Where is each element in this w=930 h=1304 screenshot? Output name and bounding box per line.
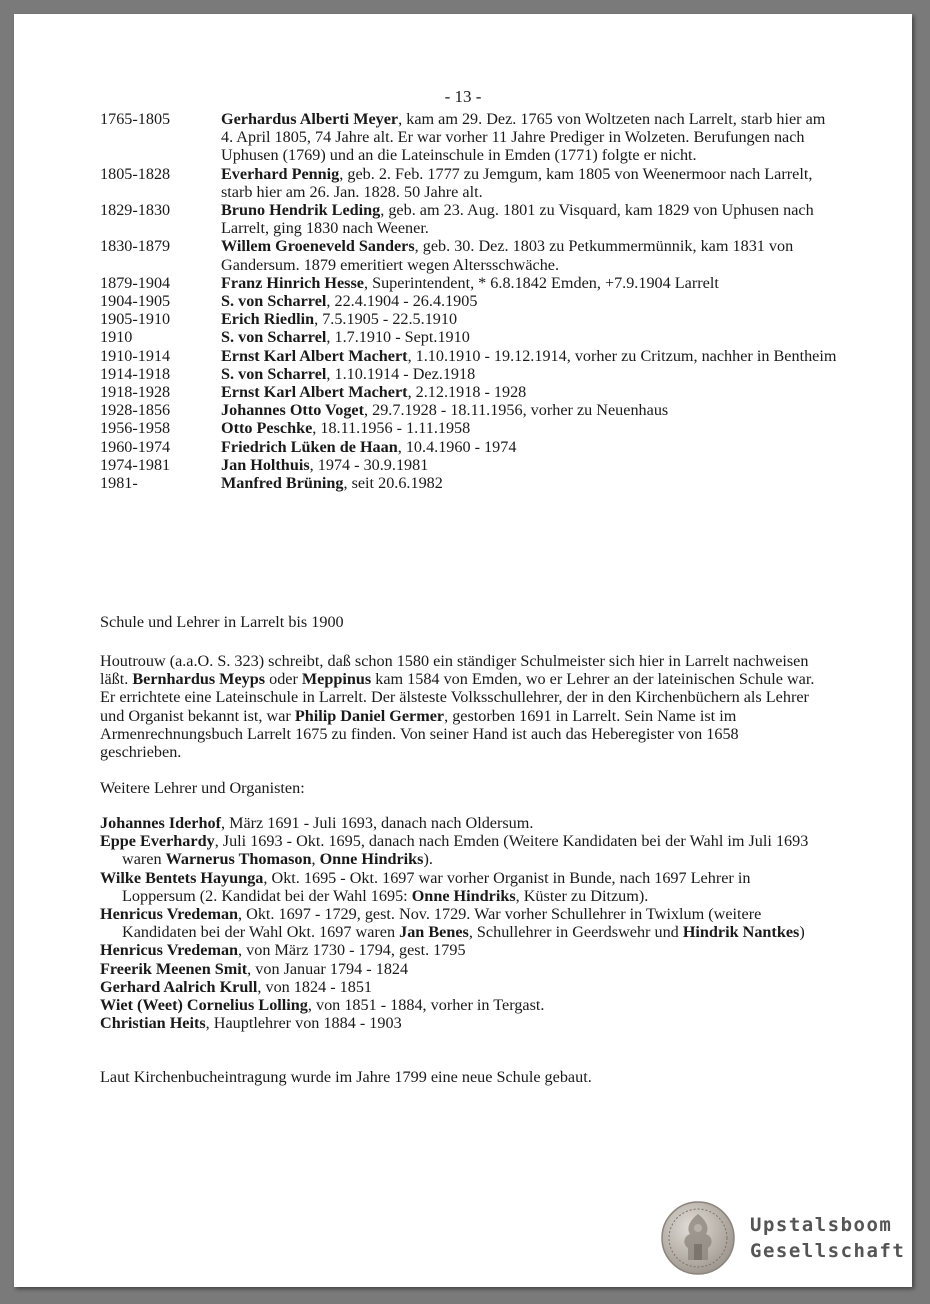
pastor-details: , seit 20.6.1982: [343, 474, 443, 493]
pastor-years: 1905-1910: [100, 310, 171, 329]
pastor-details: , 7.5.1905 - 22.5.1910: [314, 310, 458, 329]
pastor-details: , 10.4.1960 - 1974: [397, 437, 517, 456]
pastor-years: 1830-1879: [100, 237, 171, 256]
pastor-details: , Superintendent, * 6.8.1842 Emden, +7.9.1904 Larrelt: [363, 273, 719, 292]
closing-sentence: Laut Kirchenbucheintragung wurde im Jahre 1799 eine neue Schule gebaut.: [100, 1068, 592, 1086]
teacher-entry: Gerhard Aalrich Krull, von 1824 - 1851: [100, 977, 373, 996]
school-heading: Schule und Lehrer in Larrelt bis 1900: [100, 613, 344, 631]
teacher-entry: Wilke Bentets Hayunga, Okt. 1695 - Okt. 1697 war vorher Organist in Bunde, nach 1697 Lehrer in Loppersum (2. Kandidat bei der Wahl 1695: Onne Hindriks, Küster zu Ditzum).: [100, 868, 751, 905]
pastor-name: Gerhardus Alberti Meyer: [221, 110, 399, 128]
pastor-name: Erich Riedlin: [221, 310, 315, 329]
pastor-row: [100, 347, 840, 365]
pastor-details: , 1.7.1910 - Sept.1910: [326, 328, 470, 347]
pastor-row: [100, 474, 840, 492]
pastor-years: 1960-1974: [100, 437, 171, 456]
pastor-row: [100, 456, 840, 474]
pastor-row: [100, 165, 840, 201]
pastor-name: S. von Scharrel: [221, 364, 327, 383]
pastor-row: [100, 310, 840, 328]
page-number: - 13 -: [444, 87, 482, 106]
pastor-name: Johannes Otto Voget: [221, 401, 365, 420]
pastor-years: 1765-1805: [100, 110, 171, 128]
teacher-entry: Henricus Vredeman, von März 1730 - 1794, gest. 1795: [100, 941, 466, 960]
pastor-name: Everhard Pennig: [221, 164, 340, 183]
pastor-row: [100, 383, 840, 401]
teacher-entry: Christian Heits, Hauptlehrer von 1884 - 1903: [100, 1014, 402, 1033]
pastor-name: Bruno Hendrik Leding: [221, 201, 381, 220]
pastor-years: 1914-1918: [100, 364, 171, 383]
pastor-name: Willem Groeneveld Sanders: [221, 237, 415, 256]
pastor-details: , 22.4.1904 - 26.4.1905: [326, 292, 478, 311]
pastor-years: 1829-1830: [100, 201, 171, 220]
document-page: [14, 14, 912, 1287]
teacher-entry: Johannes Iderhof, März 1691 - Juli 1693, danach nach Oldersum.: [100, 814, 534, 832]
pastor-details: , 1974 - 30.9.1981: [309, 455, 429, 474]
pastor-years: 1974-1981: [100, 455, 171, 474]
pastor-list: [100, 110, 840, 492]
pastor-years: 1918-1928: [100, 383, 171, 402]
school-paragraph: Houtrouw (a.a.O. S. 323) schreibt, daß schon 1580 ein ständiger Schulmeister sich hier in Larrelt nachweisen läßt. Bernhardus Meyps oder Meppinus kam 1584 von Emden, wo er Lehrer an der lateinischen Schule war. Er errichtete eine Lateinschule in Larrelt. Der älsteste Volksschullehrer, der in den Kirchenbüchern als Lehrer und Organist bekannt ist, war Philip Daniel Germer, gestorben 1691 in Larrelt. Sein Name ist im Armenrechnungsbuch Larrelt 1675 zu finden. Von seiner Hand ist auch das Heberegister von 1658 geschrieben.: [100, 652, 815, 762]
pastor-details: , 29.7.1928 - 18.11.1956, vorher zu Neuenhaus: [364, 401, 669, 420]
seal-icon: [660, 1200, 736, 1276]
pastor-details: , 1.10.1914 - Dez.1918: [326, 364, 476, 383]
pastor-name: Ernst Karl Albert Machert: [221, 346, 408, 365]
logo-line-2: Gesellschaft: [750, 1240, 906, 1262]
teacher-name: Bernhardus Meyps: [132, 670, 266, 689]
teacher-name: Meppinus: [301, 670, 372, 689]
pastor-details: , 2.12.1918 - 1928: [407, 383, 527, 402]
pastor-name: S. von Scharrel: [221, 292, 327, 311]
pastor-years: 1805-1828: [100, 164, 171, 183]
pastor-row: [100, 110, 840, 165]
pastor-name: Friedrich Lüken de Haan: [221, 437, 398, 456]
pastor-row: [100, 365, 840, 383]
pastor-row: [100, 419, 840, 437]
pastor-years: 1904-1905: [100, 292, 171, 311]
pastor-years: 1981-: [100, 474, 138, 493]
pastor-name: Ernst Karl Albert Machert: [221, 383, 408, 402]
teacher-entry: Wiet (Weet) Cornelius Lolling, von 1851 - 1884, vorher in Tergast.: [100, 996, 545, 1015]
pastor-years: 1879-1904: [100, 273, 171, 292]
pastor-details: , geb. 30. Dez. 1803 zu Petkummermünnik, kam 1831 von Gandersum. 1879 emeritiert wegen Altersschwäche.: [221, 237, 794, 274]
pastor-name: Otto Peschke: [221, 419, 313, 438]
pastor-name: Manfred Brüning: [221, 474, 344, 493]
logo-line-1: Upstalsboom: [750, 1214, 893, 1236]
teachers-heading: Weitere Lehrer und Organisten:: [100, 779, 305, 797]
pastor-row: [100, 201, 840, 237]
teacher-name: Philip Daniel Germer: [294, 706, 445, 725]
pastor-years: 1928-1856: [100, 401, 171, 420]
pastor-details: , 18.11.1956 - 1.11.1958: [312, 419, 471, 438]
pastor-name: S. von Scharrel: [221, 328, 327, 347]
teacher-entry: Freerik Meenen Smit, von Januar 1794 - 1824: [100, 959, 409, 978]
teacher-entry: Eppe Everhardy, Juli 1693 - Okt. 1695, danach nach Emden (Weitere Kandidaten bei der Wahl im Juli 1693 waren Warnerus Thomason, Onne Hindriks).: [100, 832, 809, 869]
pastor-name: Jan Holthuis: [221, 455, 310, 474]
pastor-details: , 1.10.1910 - 19.12.1914, vorher zu Critzum, nachher in Bentheim: [407, 346, 837, 365]
pastor-details: , geb. am 23. Aug. 1801 zu Visquard, kam 1829 von Uphusen nach Larrelt, ging 1830 nach Weener.: [221, 201, 814, 238]
pastor-row: [100, 292, 840, 310]
teacher-entry: Henricus Vredeman, Okt. 1697 - 1729, gest. Nov. 1729. War vorher Schullehrer in Twixlum (weitere Kandidaten bei der Wahl Okt. 1697 waren Jan Benes, Schullehrer in Geerdswehr und Hindrik Nantkes): [100, 905, 805, 942]
pastor-row: [100, 328, 840, 346]
pastor-name: Franz Hinrich Hesse: [221, 273, 364, 292]
teacher-list: [100, 814, 820, 1032]
pastor-row: [100, 401, 840, 419]
pastor-row: [100, 237, 840, 273]
pastor-details: , kam am 29. Dez. 1765 von Woltzeten nach Larrelt, starb hier am 4. April 1805, 74 Jahre alt. Er war vorher 11 Jahre Prediger in Wolzeten. Berufungen nach Uphusen (1769) und an die Lateinschule in Emden (1771) folgte er nicht.: [221, 110, 826, 165]
pastor-years: 1910-1914: [100, 346, 171, 365]
pastor-row: [100, 274, 840, 292]
pastor-row: [100, 438, 840, 456]
pastor-details: , geb. 2. Feb. 1777 zu Jemgum, kam 1805 von Weenermoor nach Larrelt, starb hier am 26. Jan. 1828. 50 Jahre alt.: [221, 164, 813, 201]
pastor-years: 1956-1958: [100, 419, 171, 438]
pastor-years: 1910: [100, 328, 133, 347]
society-logo: [660, 1200, 905, 1276]
